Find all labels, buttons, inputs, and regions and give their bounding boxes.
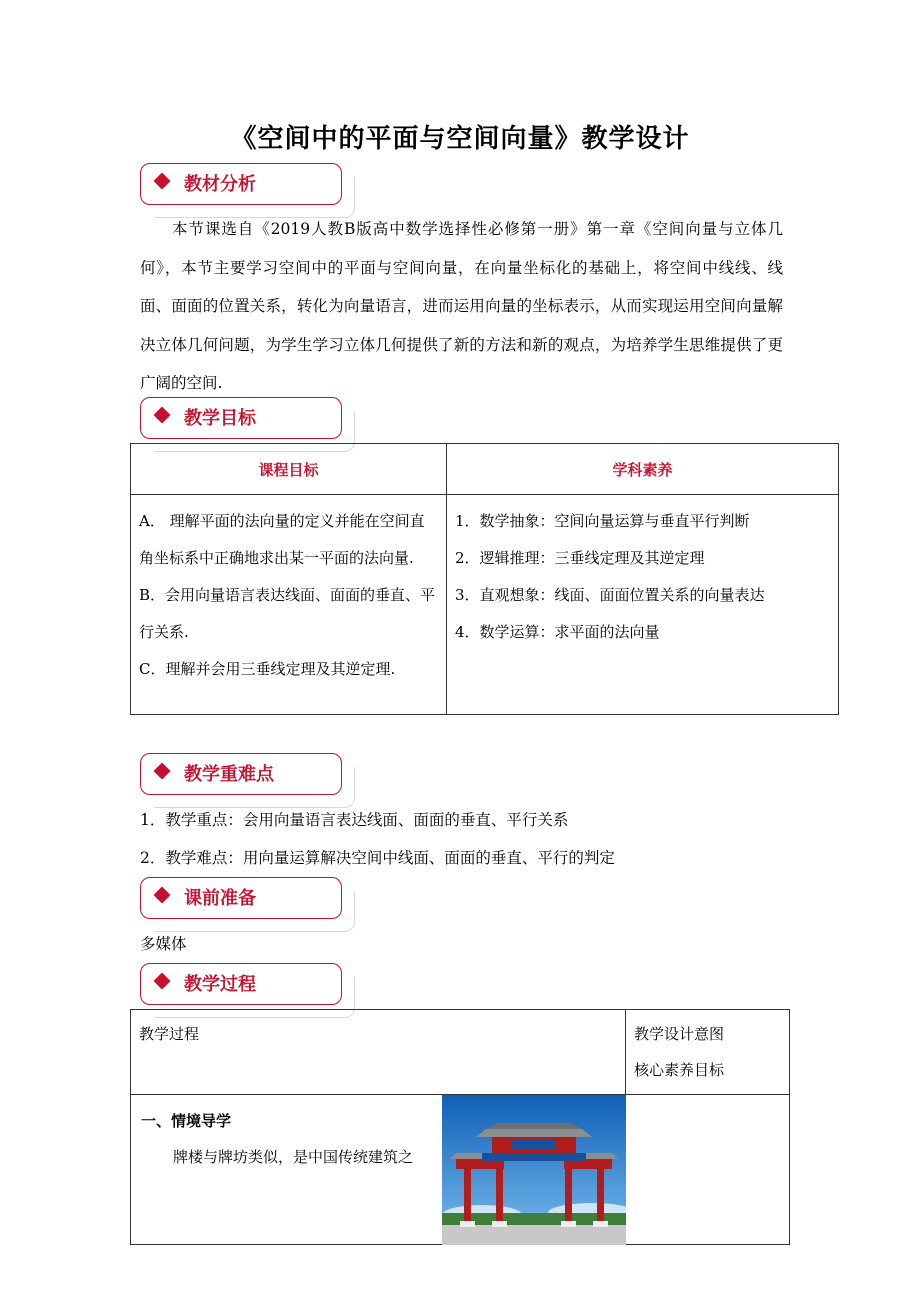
literacy-item: 3．直观想象：线面、面面位置关系的向量表达 (455, 586, 765, 604)
intent-header-line2: 核心素养目标 (634, 1061, 725, 1079)
course-goals-header: 课程目标 (131, 444, 447, 495)
scene-cell (131, 1095, 626, 1245)
course-goals-cell (131, 495, 447, 715)
goals-table (130, 443, 839, 715)
literacy-item: 2．逻辑推理：三垂线定理及其逆定理 (455, 549, 705, 567)
section-header-keypoints (140, 753, 354, 809)
section-label: 课前准备 (184, 888, 256, 909)
literacy-cell (447, 495, 839, 715)
literacy-item: 4．数学运算：求平面的法向量 (455, 623, 660, 641)
prep-text: 多媒体 (140, 935, 187, 953)
intent-header-line1: 教学设计意图 (634, 1025, 725, 1043)
section-label: 教学重难点 (184, 764, 274, 785)
keypoint-focus: 1．教学重点：会用向量语言表达线面、面面的垂直、平行关系 (140, 811, 569, 829)
section-label: 教材分析 (184, 174, 256, 195)
course-goal-item: A． 理解平面的法向量的定义并能在空间直角坐标系中正确地求出某一平面的法向量. (139, 512, 425, 567)
page-title: 《空间中的平面与空间向量》教学设计 (230, 124, 690, 154)
process-header (131, 1010, 626, 1095)
process-table (130, 1009, 790, 1245)
section-header-prep (140, 877, 354, 933)
keypoint-difficulty: 2．教学难点：用向量运算解决空间中线面、面面的垂直、平行的判定 (140, 849, 615, 867)
intent-header (626, 1010, 790, 1095)
course-goal-item: B．会用向量语言表达线面、面面的垂直、平行关系. (139, 586, 436, 641)
scene-text: 牌楼与牌坊类似，是中国传统建筑之 (173, 1148, 414, 1166)
section-label: 教学过程 (184, 974, 256, 995)
scene-title: 一、情境导学 (141, 1112, 232, 1130)
literacy-item: 1．数学抽象：空间向量运算与垂直平行判断 (455, 512, 750, 530)
archway-image (442, 1095, 626, 1245)
process-header-label: 教学过程 (139, 1025, 200, 1043)
course-goal-item: C．理解并会用三垂线定理及其逆定理. (139, 660, 396, 678)
analysis-paragraph: 本节课选自《2019人教B版高中数学选择性必修第一册》第一章《空间向量与立体几何》，本节主要学习空间中的平面与空间向量，在向量坐标化的基础上，将空间中线线、线面、面面的位置关系，转化为向量语言，进而运用向量的坐标表示，从而实现运用空间向量解决立体几何问题，为学生学习立体几何提供了新的方法和新的观点，为培养学生思维提供了更广阔的空间. (140, 220, 783, 392)
section-label: 教学目标 (184, 408, 256, 429)
literacy-header: 学科素养 (447, 444, 839, 495)
intent-cell (626, 1095, 790, 1245)
